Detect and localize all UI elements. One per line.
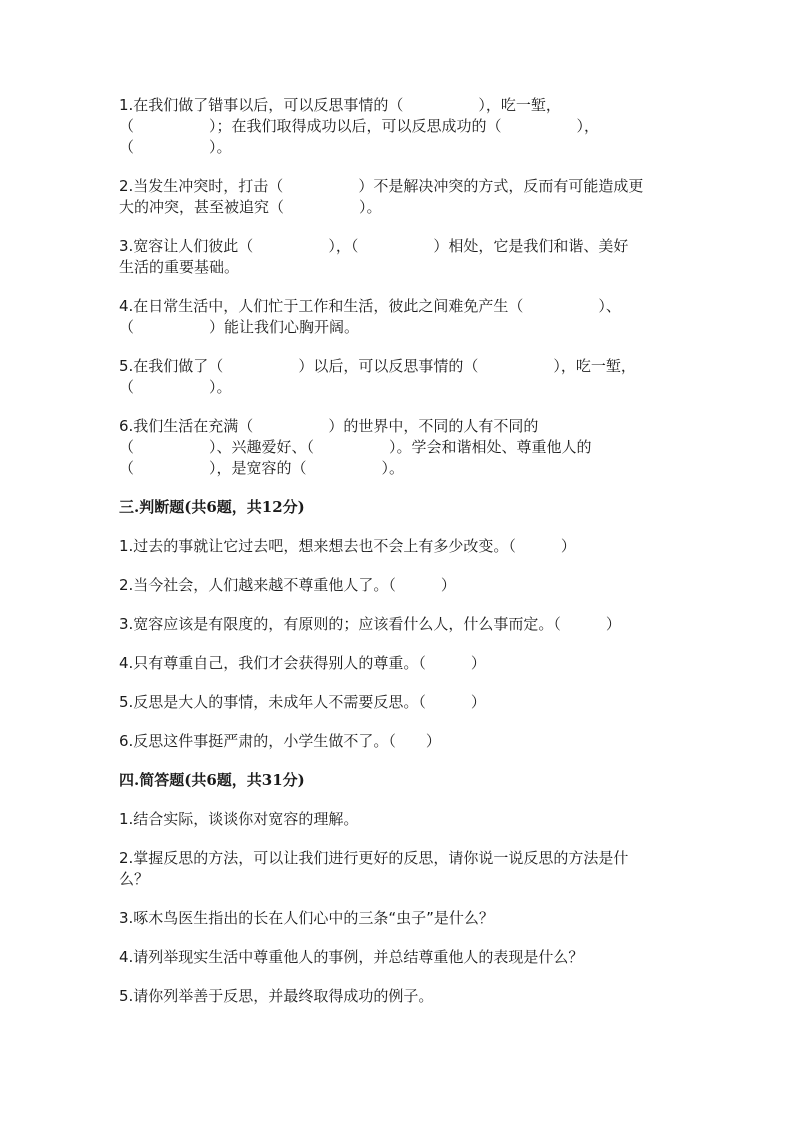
- short-answer-question-1: 1.结合实际，谈谈你对宽容的理解。: [119, 810, 359, 828]
- short-answer-question-5: 5.请你列举善于反思，并最终取得成功的例子。: [119, 987, 434, 1005]
- true-false-question-2: 2.当今社会，人们越来越不尊重他人了。（ ）: [119, 576, 456, 594]
- true-false-question-4: 4.只有尊重自己，我们才会获得别人的尊重。（ ）: [119, 654, 486, 672]
- fill-question-3: 3.宽容让人们彼此（ ），（ ）相处，它是我们和谐、美好 生活的重要基础。: [119, 237, 629, 276]
- short-answer-question-3: 3.啄木鸟医生指出的长在人们心中的三条“虫子”是什么？: [119, 909, 494, 927]
- fill-question-5: 5.在我们做了（ ）以后，可以反思事情的（ ），吃一堑， （ ）。: [119, 357, 636, 396]
- worksheet-page: [119, 95, 679, 1025]
- short-answer-question-2: 2.掌握反思的方法，可以让我们进行更好的反思，请你说一说反思的方法是什 么？: [119, 849, 629, 888]
- true-false-question-5: 5.反思是大人的事情，未成年人不需要反思。（ ）: [119, 693, 486, 711]
- true-false-question-6: 6.反思这件事挺严肃的，小学生做不了。（ ）: [119, 732, 441, 750]
- fill-question-2: 2.当发生冲突时，打击（ ）不是解决冲突的方式，反而有可能造成更 大的冲突，甚至被追究（ ）。: [119, 177, 644, 216]
- section-title-short-answer: 四.简答题(共6题，共31分): [119, 771, 305, 789]
- fill-question-1: 1.在我们做了错事以后，可以反思事情的（ ），吃一堑， （ ）；在我们取得成功以后，可以反思成功的（ ）， （ ）。: [119, 96, 600, 156]
- fill-question-4: 4.在日常生活中，人们忙于工作和生活，彼此之间难免产生（ ）、 （ ）能让我们心胸开阔。: [119, 297, 621, 336]
- fill-question-6: 6.我们生活在充满（ ）的世界中，不同的人有不同的 （ ）、兴趣爱好、（ ）。学会和谐相处、尊重他人的 （ ），是宽容的（ ）。: [119, 417, 592, 477]
- true-false-question-1: 1.过去的事就让它过去吧，想来想去也不会上有多少改变。（ ）: [119, 537, 576, 555]
- short-answer-question-4: 4.请列举现实生活中尊重他人的事例，并总结尊重他人的表现是什么？: [119, 948, 584, 966]
- true-false-question-3: 3.宽容应该是有限度的，有原则的；应该看什么人，什么事而定。（ ）: [119, 615, 621, 633]
- section-title-true-false: 三.判断题(共6题，共12分): [119, 498, 305, 516]
